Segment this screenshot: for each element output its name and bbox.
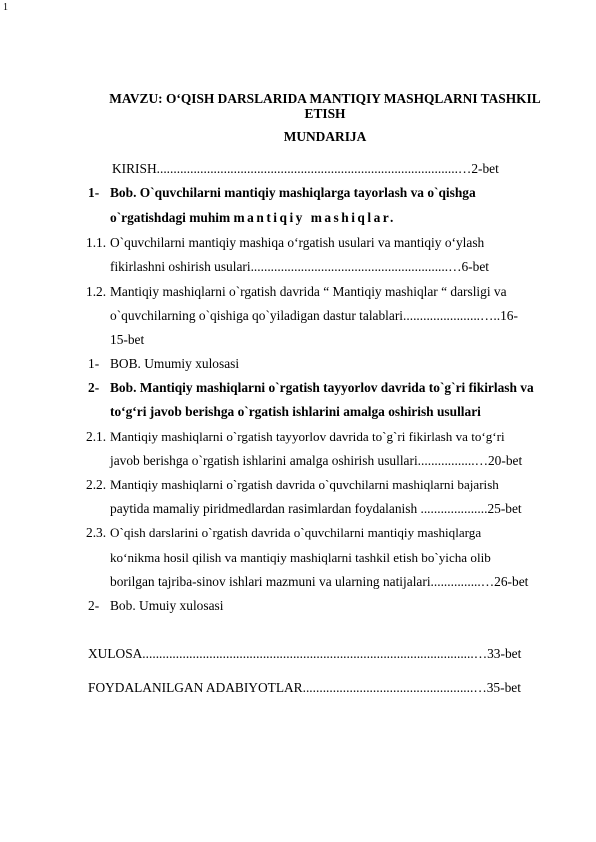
toc-summary1-number: 1-: [88, 356, 100, 371]
toc-chapter1-title-part: o`rgatishdagi muhim: [110, 210, 234, 225]
toc-section-2-3-number: 2.3.: [86, 525, 107, 540]
toc-chapter2-title-cont: to‘g‘ri javob berishga o`rgatish ishlarini amalga oshirish usullari: [110, 404, 481, 419]
toc-summary2-number: 2-: [88, 598, 100, 613]
toc-section-1-1-cont: fikirlashni oshirish usulari...........................................................…6-bet: [110, 259, 490, 274]
toc-section-2-2-cont: paytida mamaliy piridmedlardan rasimlardan foydalanish ....................25-bet: [110, 501, 522, 516]
toc-chapter2-number: 2-: [88, 380, 100, 395]
toc-chapter2-title: Bob. Mantiqiy mashiqlarni o`rgatish tayyorlov davrida to`g`ri fikirlash va: [110, 380, 534, 395]
toc-section-1-2-pages: 15-bet: [110, 332, 145, 347]
toc-section-2-1-number: 2.1.: [86, 429, 107, 444]
toc-section-1-2-number: 1.2.: [86, 284, 107, 299]
toc-section-1-1: O`quvchilarni mantiqiy mashiqa o‘rgatish usulari va mantiqiy o‘ylash: [110, 235, 485, 250]
document-title: MAVZU: O‘QISH DARSLARIDA MANTIQIY MASHQLARNI TASHKIL ETISH: [109, 91, 541, 121]
toc-summary2: Bob. Umuiy xulosasi: [110, 598, 224, 613]
toc-section-1-2: Mantiqiy mashiqlarni o`rgatish davrida “ Mantiqiy mashiqlar “ darsligi va: [110, 284, 507, 299]
toc-entry-xulosa: XULOSA...................................................................................................…33-bet: [88, 646, 522, 661]
page-number: 1: [3, 2, 8, 13]
toc-chapter1-title-spaced: mantiqiy mashiqlar.: [233, 210, 396, 225]
toc-section-2-2-number: 2.2.: [86, 477, 107, 492]
toc-section-1-1-number: 1.1.: [86, 235, 107, 250]
toc-section-2-3-cont: ko‘nikma hosil qilish va mantiqiy mashiqlarni tashkil etish bo`yicha olib: [110, 550, 491, 565]
toc-section-2-1-cont: javob berishga o`rgatish ishlarini amalga oshirish usullari.................…20-bet: [110, 453, 523, 468]
toc-section-2-3-pages: borilgan tajriba-sinov ishlari mazmuni va ularning natijalari...............…26-bet: [110, 574, 529, 589]
toc-heading: MUNDARIJA: [283, 129, 367, 144]
toc-chapter1-number: 1-: [88, 185, 100, 200]
toc-entry-kirish: KIRISH..........................................................................................…2-bet: [112, 161, 499, 176]
toc-section-2-3: O`qish darslarini o`rgatish davrida o`quvchilarni mantiqiy mashiqlarga: [110, 525, 482, 540]
toc-section-2-1: Mantiqiy mashiqlarni o`rgatish tayyorlov davrida to`g`ri fikirlash va to‘g‘ri: [110, 429, 505, 444]
toc-section-1-2-cont: o`quvchilarning o`qishiga qo`yiladigan dastur talablari.......................…..16-: [110, 308, 518, 323]
toc-chapter1-title: Bob. O`quvchilarni mantiqiy mashiqlarga tayorlash va o`qishga: [110, 185, 476, 200]
toc-entry-references: FOYDALANILGAN ADABIYOTLAR...................................................…35-bet: [88, 680, 521, 695]
toc-summary1: BOB. Umumiy xulosasi: [110, 356, 240, 371]
toc-section-2-2: Mantiqiy mashiqlarni o`rgatish davrida o`quvchilarni mashiqlarni bajarish: [110, 477, 499, 492]
toc-chapter1-title-cont: [110, 210, 396, 226]
